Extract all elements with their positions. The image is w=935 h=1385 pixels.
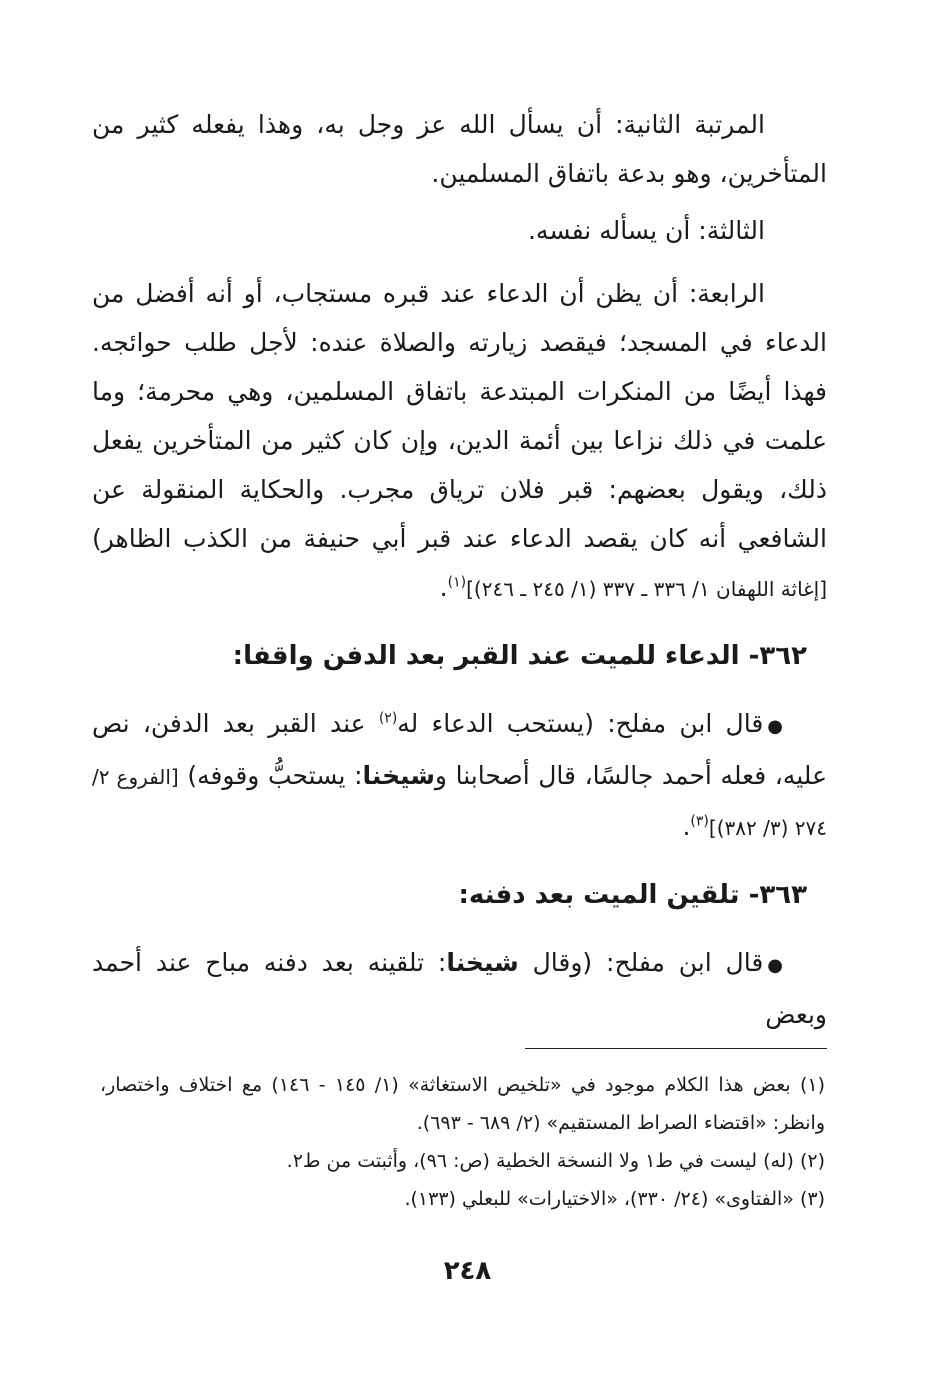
footnote-2 (100, 1142, 825, 1180)
source-reference: [إغاثة اللهفان ١/ ٣٣٦ ـ ٣٣٧ (١/ ٢٤٥ ـ ٢٤٦)] (466, 577, 827, 601)
paragraph-fourth-rank (92, 269, 827, 614)
section-heading-362: ٣٦٢- الدعاء للميت عند القبر بعد الدفن واقفا: (232, 641, 807, 671)
paragraph-second-rank: المرتبة الثانية: أن يسأل الله عز وجل به، وهذا يفعله كثير من المتأخرين، وهو بدعة باتفاق المسلمين. (92, 110, 827, 188)
footnote-marker[interactable]: (٣) (690, 813, 709, 830)
footnotes (100, 1066, 825, 1218)
section-heading-363: ٣٦٣- تلقين الميت بعد دفنه: (458, 880, 807, 910)
footnote-number: (١) (799, 1074, 825, 1096)
footnote-number: (٣) (799, 1188, 825, 1210)
quote-text: : يستحبُّ وقوفه) (187, 761, 363, 790)
section-363-body (92, 938, 827, 1039)
main-text (92, 100, 827, 1039)
footnote-3 (100, 1180, 825, 1218)
page-number: ٢٤٨ (443, 1256, 492, 1286)
quote-text: قال ابن مفلح: (وقال (518, 948, 764, 977)
footnote-separator (525, 1048, 827, 1049)
section-362-body (92, 699, 827, 853)
bullet-icon: ● (767, 955, 783, 976)
quote-text: : تلقينه بعد دفنه مباح عند أحمد وبعض (92, 948, 827, 1029)
bullet-icon: ● (767, 716, 783, 737)
footnote-text: بعض هذا الكلام موجود في «تلخيص الاستغاثة» (١/ ١٤٥ - ١٤٦) مع اختلاف واختصار، وانظر: «اقتضاء الصراط المستقيم» (٢/ ٦٨٩ - ٦٩٣). (100, 1074, 825, 1134)
period: . (439, 573, 448, 602)
footnote-marker[interactable]: (٢) (378, 710, 398, 727)
quote-text: عند القبر بعد الدفن، نص عليه، فعله أحمد جالسًا، قال أصحابنا و (92, 709, 827, 790)
period: . (682, 812, 691, 841)
paragraph-third-rank: الثالثة: أن يسأله نفسه. (527, 216, 765, 245)
quote-text: قال ابن مفلح: (يستحب الدعاء له (397, 709, 764, 738)
footnote-text: (له) ليست في ط١ ولا النسخة الخطية (ص: ٩٦)، وأثبتت من ط٢. (286, 1150, 794, 1172)
source-reference: [الفروع ٢/ ٢٧٤ (٣/ ٣٨٢)] (92, 765, 827, 840)
paragraph-text: الرابعة: أن يظن أن الدعاء عند قبره مستجاب، أو أنه أفضل من الدعاء في المسجد؛ فيقصد زيارته والصلاة عنده: لأجل طلب حوائجه. فهذا أيضًا من المنكرات المبتدعة باتفاق المسلمين، وهي محرمة؛ وما علمت في ذلك نزاعا بين أئمة الدين، وإن كان كثير من المتأخرين يفعل ذلك، ويقول بعضهم: قبر فلان ترياق مجرب. والحكاية المنقولة عن الشافعي أنه كان يقصد الدعاء عند قبر أبي حنيفة من الكذب الظاهر) (92, 279, 827, 553)
bold-term: شيخنا (446, 948, 519, 977)
bold-term: شيخنا (362, 761, 435, 790)
footnote-marker[interactable]: (١) (447, 574, 467, 591)
footnote-number: (٢) (799, 1150, 825, 1172)
footnote-1 (100, 1066, 825, 1142)
footnote-text: «الفتاوى» (٢٤/ ٣٣٠)، «الاختيارات» للبعلي (١٣٣). (404, 1188, 794, 1210)
